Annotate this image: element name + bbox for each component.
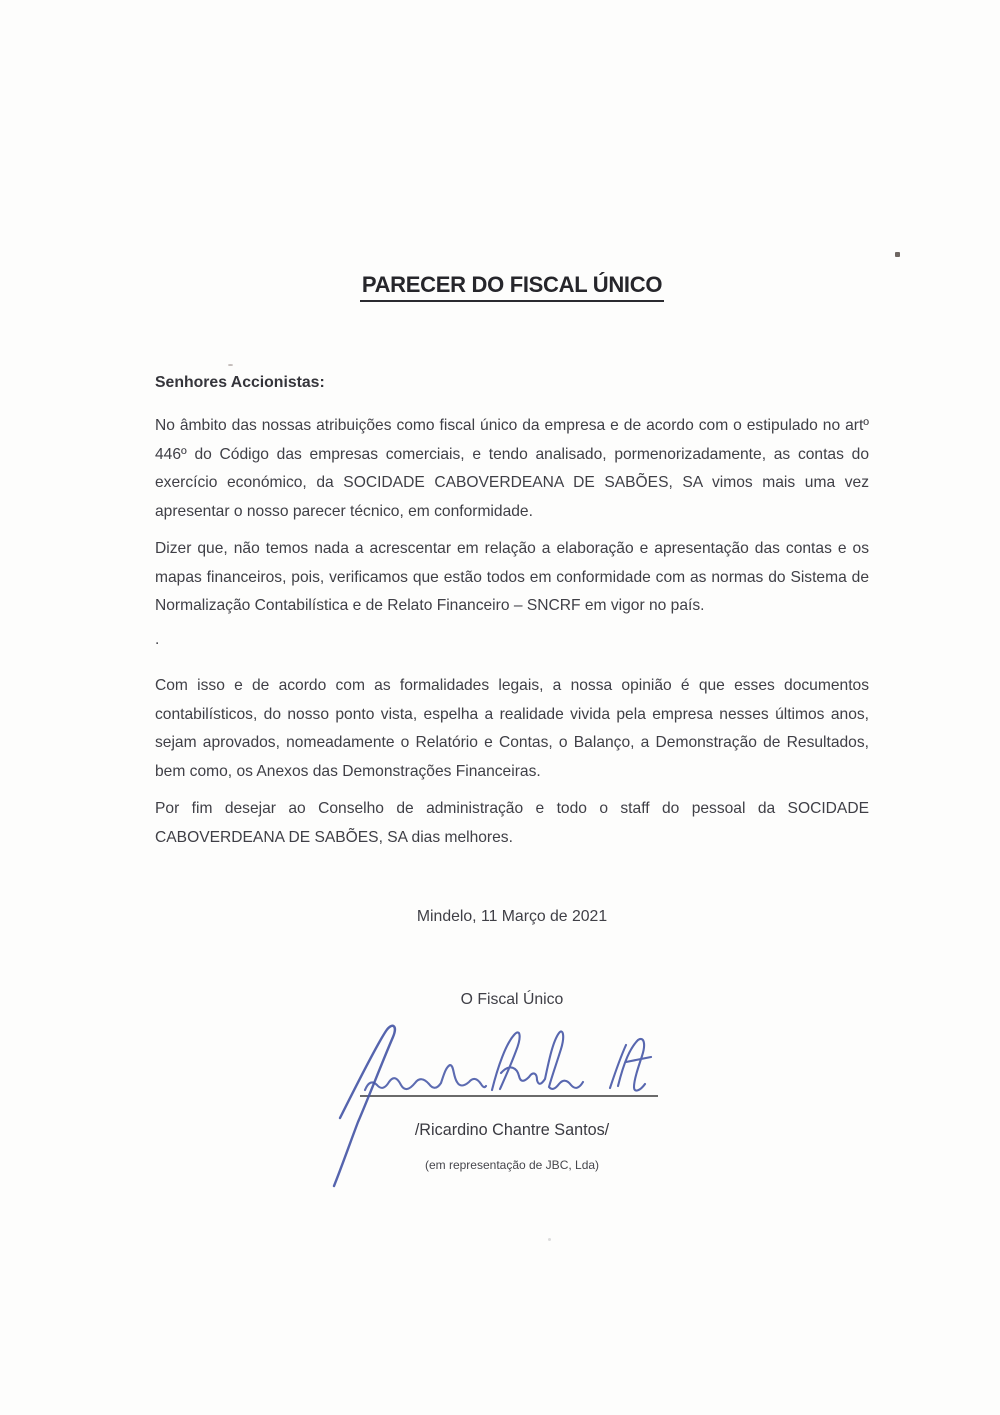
salutation: Senhores Accionistas: [155, 374, 325, 391]
paragraph-1: No âmbito das nossas atribuições como fiscal único da empresa e de acordo com o estipulado no artº 446º do Código das empresas comerciais, e tendo analisado, pormenorizadamente, as contas do exercício económico, da SOCIDADE CABOVERDEANA DE SABÕES, SA vimos mais uma vez apresentar o nosso parecer técnico, em conformidade. [155, 417, 869, 520]
paragraph-3: Com isso e de acordo com as formalidades legais, a nossa opinião é que esses documentos contabilísticos, do nosso ponto vista, espelha a realidade vivida pela empresa nesses últimos anos, sejam aprovados, nomeadamente o Relatório e Contas, o Balanço, a Demonstração de Resultados, bem como, os Anexos das Demonstrações Financeiras. [155, 677, 869, 780]
document-title [155, 272, 869, 302]
representation-note: (em representação de JBC, Lda) [424, 1158, 600, 1172]
date-line: Mindelo, 11 Março de 2021 [416, 908, 608, 925]
paragraph-2: Dizer que, não temos nada a acrescentar em relação a elaboração e apresentação das contas e os mapas financeiros, pois, verificamos que estão todos em conformidade com as normas do Sistema de Normalização Contabilística e de Relato Financeiro – SNCRF em vigor no país. [155, 540, 869, 614]
signer-name: /Ricardino Chantre Santos/ [414, 1121, 610, 1139]
stray-period: . [155, 631, 160, 648]
scan-artifact-dot [548, 1238, 551, 1241]
paragraph-4: Por fim desejar ao Conselho de administração e todo o staff do pessoal da SOCIDADE CABOVERDEANA DE SABÕES, SA dias melhores. [155, 800, 869, 846]
scan-artifact-dot [228, 364, 233, 366]
signer-title: O Fiscal Único [460, 991, 564, 1008]
scan-artifact-dot [895, 252, 900, 257]
document-title-text: PARECER DO FISCAL ÚNICO [360, 272, 664, 302]
